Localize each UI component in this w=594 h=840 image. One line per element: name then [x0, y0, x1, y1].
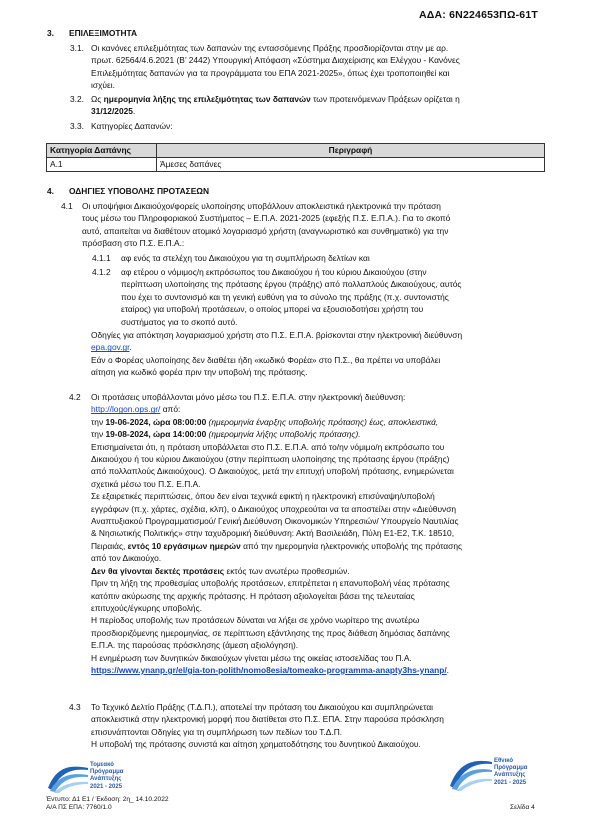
para-line: που έχει το συντονισμό και τη γενική ευθύνη για το σύνολο της πράξης (π.χ. συντονιστής	[121, 291, 449, 302]
para-4-2-number: 4.2	[69, 392, 81, 402]
sectoral-program-logo	[46, 758, 144, 794]
text: εκτός των ανωτέρω προθεσμιών.	[224, 565, 350, 576]
para-line: Οι προτάσεις υποβάλλονται μόνο μέσω του Π.Σ. Ε.Π.Α. στην ηλεκτρονική διεύθυνση:	[91, 392, 406, 402]
para-line: επιτυχούς/έγκυρης υποβολής.	[91, 602, 202, 613]
text: Πειραιάς,	[91, 540, 128, 551]
table-cell-category: Α.1	[47, 158, 157, 172]
para-4-3-number: 4.3	[69, 702, 81, 712]
text: .	[129, 342, 132, 353]
para-3-3-number: 3.3.	[70, 121, 84, 131]
para-4-2	[91, 391, 547, 676]
para-line: Οι υποψήφιοι Δικαιούχοι/φορείς υλοποίησης υποβάλλουν αποκλειστικά ηλεκτρονικά την πρόταση	[82, 201, 441, 211]
text: (ημερομηνία έναρξης υποβολής πρότασης) έως, αποκλειστικά,	[206, 416, 439, 427]
form-id: Α/Α ΠΣ ΕΠΑ: 7760/1.0	[46, 804, 112, 811]
para-line: από τον Δικαιούχο.	[91, 553, 162, 564]
para-line: Δικαιούχου ή του κύριου Δικαιούχου (στην περίπτωση υλοποίησης της πρότασης έργου (πράξης)	[91, 454, 450, 465]
text: την	[91, 429, 106, 440]
end-date: 19-08-2024, ώρα 14:00:00	[105, 429, 207, 440]
para-line: Αναπτυξιακού Προγραμματισμού/ Γενική Διεύθυνση Οικονομικών Υπηρεσιών/ Υπουργείο Ναυτιλίας	[91, 516, 459, 527]
table-header-row	[47, 144, 545, 158]
para-line: Επιλεξιμότητας δαπανών για τα προγράμματα του ΕΠΑ 2021-2025», όπως έχει τροποποιηθεί και	[91, 67, 450, 78]
para-line: Οι κανόνες επιλεξιμότητας των δαπανών της εντασσόμενης Πράξης προσδιορίζονται στην με αρ.	[91, 43, 449, 53]
para-line: Το Τεχνικό Δελτίο Πράξης (Τ.Δ.Π.), αποτελεί την πρόταση του Δικαιούχου και συμπληρώνεται	[91, 702, 434, 712]
text: .	[132, 106, 136, 117]
para-line: σχετικά μέσω του Π.Σ. Ε.Π.Α.	[91, 478, 201, 489]
logon-ops-link[interactable]: http://logon.ops.gr/	[91, 404, 161, 415]
para-line: συστήματος για το σκοπό αυτό.	[121, 316, 238, 327]
text: από την ημερομηνία ηλεκτρονικής υποβολής της πρότασης	[240, 540, 463, 551]
para-line: πρόσβαση στο Π.Σ. Ε.Π.Α.:	[82, 238, 185, 249]
national-program-logo	[448, 752, 548, 794]
form-version: Έντυπο: Δ1 Ε1 / Έκδοση: 2η_ 14.10.2022	[46, 796, 169, 803]
para-line: κατόπιν ακύρωσης της αρχικής πρότασης. Η πρόταση αξιολογείται βάσει της τελευταίας	[91, 590, 415, 601]
para-line: Εάν ο Φορέας υλοποίησης δεν διαθέτει ήδη «κωδικό Φορέα» στο Π.Σ., θα πρέπει να υποβάλει	[91, 354, 441, 365]
not-accepted-label: Δεν θα γίνονται δεκτές προτάσεις	[91, 565, 225, 576]
para-3-3: Κατηγορίες Δαπανών:	[91, 121, 173, 131]
working-days: εντός 10 εργάσιμων ημερών	[127, 540, 241, 551]
logo-line: 2021 - 2025	[90, 783, 123, 790]
ynanp-link[interactable]: https://www.ynanp.gr/el/gia-ton-polith/nomo8esia/tomeako-programma-anapty3hs-ynanp/	[91, 664, 447, 675]
item-4-1-1: αφ ενός τα στελέχη του Δικαιούχου για τη συμπλήρωση δελτίων και	[121, 253, 370, 263]
para-line: πρωτ. 62564/4.6.2021 (Β’ 2442) Υπουργική Απόφαση «Σύστημα Διαχείρισης και Ελέγχου - Κανόνες	[91, 55, 460, 66]
text: από:	[160, 404, 181, 415]
para-4-1	[82, 200, 547, 250]
para-line: αφ ετέρου ο νόμιμος/η εκπρόσωπος του Δικαιούχου ή του κύριου Δικαιούχου (στην	[121, 267, 427, 277]
logo-line: Ανάπτυξης	[90, 776, 122, 783]
eligibility-end-date: 31/12/2025	[91, 106, 133, 117]
para-line: Ε.Π.Α. της παρούσας πρόσκλησης (άμεση αξιολόγηση).	[91, 640, 299, 651]
para-line: Οδηγίες για απόκτηση λογαριασμού χρήστη στο Π.Σ. Ε.Π.Α. βρίσκονται στην ηλεκτρονική διεύθυνση	[91, 330, 463, 340]
para-line: εγγράφων (π.χ. χάρτες, σχέδια, κλπ), ο Δικαιούχος υποχρεούται να τα αποστείλει στην «Διεύθυνση	[91, 503, 457, 514]
logo-line: Πρόγραμμα	[494, 765, 528, 772]
para-line: ισχύει.	[91, 80, 115, 91]
para-line: περίπτωση υλοποίησης της πρότασης έργου (πράξης) από πολλαπλούς Δικαιούχους, αυτός	[121, 279, 462, 290]
eligibility-end-label: ημερομηνία λήξης της επιλεξιμότητας των δαπανών	[103, 94, 311, 104]
text: των προτεινόμενων Πράξεων ορίζεται η	[310, 94, 460, 104]
expense-category-table	[46, 143, 545, 172]
table-header-category: Κατηγορία Δαπάνης	[47, 144, 157, 158]
para-3-1	[91, 42, 547, 92]
para-4-3	[91, 701, 547, 751]
logo-line: 2021 - 2025	[494, 779, 527, 786]
para-line: Η ενημέρωση των δυνητικών δικαιούχων γίνεται μέσω της οικείας ιστοσελίδας του Π.Α.	[91, 652, 412, 663]
para-4-1-instructions	[91, 329, 547, 379]
para-line: & Νησιωτικής Πολιτικής» στην ταχυδρομική διεύθυνση: Ακτή Βασιλειάδη, Πύλη Ε1-Ε2, Τ.Κ. 18510,	[91, 528, 455, 539]
logo-line: Πρόγραμμα	[90, 769, 124, 776]
para-line: επισυνάπτονται Οδηγίες για τη συμπλήρωση των πεδίων του Τ.Δ.Π.	[91, 726, 343, 737]
item-4-1-2-number: 4.1.2	[92, 267, 111, 277]
form-info	[46, 796, 169, 812]
para-line: προσδιοριζόμενης ημερομηνίας, σε περίπτωση εξάντλησης της προς διάθεση δημόσιας δαπάνης	[91, 627, 450, 638]
section-3-number: 3.	[47, 28, 54, 38]
para-line: αυτό, απαιτείται να διαθέτουν ατομικό λογαριασμό χρήστη (αναγνωριστικό και συνθηματικό) για την	[82, 225, 449, 236]
item-4-1-1-number: 4.1.1	[92, 253, 111, 263]
ada-code: ΑΔΑ: 6Ν224653ΠΩ-61Τ	[419, 9, 538, 21]
para-line: από πολλαπλούς Δικαιούχους). Ο Δικαιούχος, μετά την επιτυχή υποβολή πρότασης, ενημερώνεται	[91, 466, 454, 477]
section-3-title: ΕΠΙΛΕΞΙΜΟΤΗΤΑ	[69, 28, 138, 38]
logo-line: Ανάπτυξης	[494, 772, 526, 779]
section-4-number: 4.	[47, 186, 54, 196]
para-line: αίτηση για κωδικό φορέα πριν την υποβολή της πρότασης.	[91, 367, 308, 378]
text: .	[446, 664, 449, 675]
text: την	[91, 416, 106, 427]
para-3-1-number: 3.1.	[70, 43, 84, 53]
para-line: τους μέσω του Πληροφοριακού Συστήματος – Ε.Π.Α. 2021-2025 (εφεξής Π.Σ. Ε.Π.Α.). Για το σκοπό	[82, 213, 451, 224]
para-line: Επισημαίνεται ότι, η πρόταση υποβάλλεται στο Π.Σ. Ε.Π.Α. από το/ην νόμιμο/η εκπρόσωπο του	[91, 441, 445, 452]
logo-line: Εθνικό	[494, 758, 514, 764]
text: Ως	[91, 94, 104, 104]
para-3-2	[91, 93, 547, 118]
para-line: εταίρος) για υποβολή προτάσεων, ο οποίος μπορεί να εξουσιοδοτήσει χρήστη του	[121, 304, 424, 315]
table-cell-description: Άμεσες δαπάνες	[157, 158, 545, 172]
epa-gov-link[interactable]: epa.gov.gr	[91, 342, 130, 353]
text: (ημερομηνία λήξης υποβολής πρότασης).	[206, 429, 361, 440]
page-number: Σελίδα 4	[510, 804, 535, 811]
wave-logo-icon	[448, 752, 494, 792]
para-3-2-number: 3.2.	[70, 94, 84, 104]
para-line: αποκλειστικά στην ηλεκτρονική μορφή που διατίθεται στο Π.Σ. ΕΠΑ. Στην παρούσα πρόσκληση	[91, 714, 444, 725]
item-4-1-2	[121, 266, 547, 328]
para-line: Η υποβολή της πρότασης συνιστά και αίτηση χρηματοδότησης του δυνητικού Δικαιούχου.	[91, 739, 421, 750]
para-line: Πριν τη λήξη της προθεσμίας υποβολής προτάσεων, επιτρέπεται η επανυποβολή νέας πρότασης	[91, 578, 450, 589]
para-4-1-number: 4.1	[61, 201, 73, 211]
para-line: Η περίοδος υποβολής των προτάσεων δύναται να λήξει σε χρόνο νωρίτερο της ανωτέρω	[91, 615, 420, 626]
wave-logo-icon	[46, 758, 90, 794]
para-line: Σε εξαιρετικές περιπτώσεις, όπου δεν είναι τεχνικά εφικτή η ηλεκτρονική επισύναψη/υποβολή	[91, 491, 435, 502]
table-row	[47, 158, 545, 172]
section-4-title: ΟΔΗΓΙΕΣ ΥΠΟΒΟΛΗΣ ΠΡΟΤΑΣΕΩΝ	[69, 186, 210, 196]
table-header-description: Περιγραφή	[157, 144, 545, 158]
logo-line: Τομεακό	[90, 762, 114, 768]
start-date: 19-06-2024, ώρα 08:00:00	[105, 416, 207, 427]
